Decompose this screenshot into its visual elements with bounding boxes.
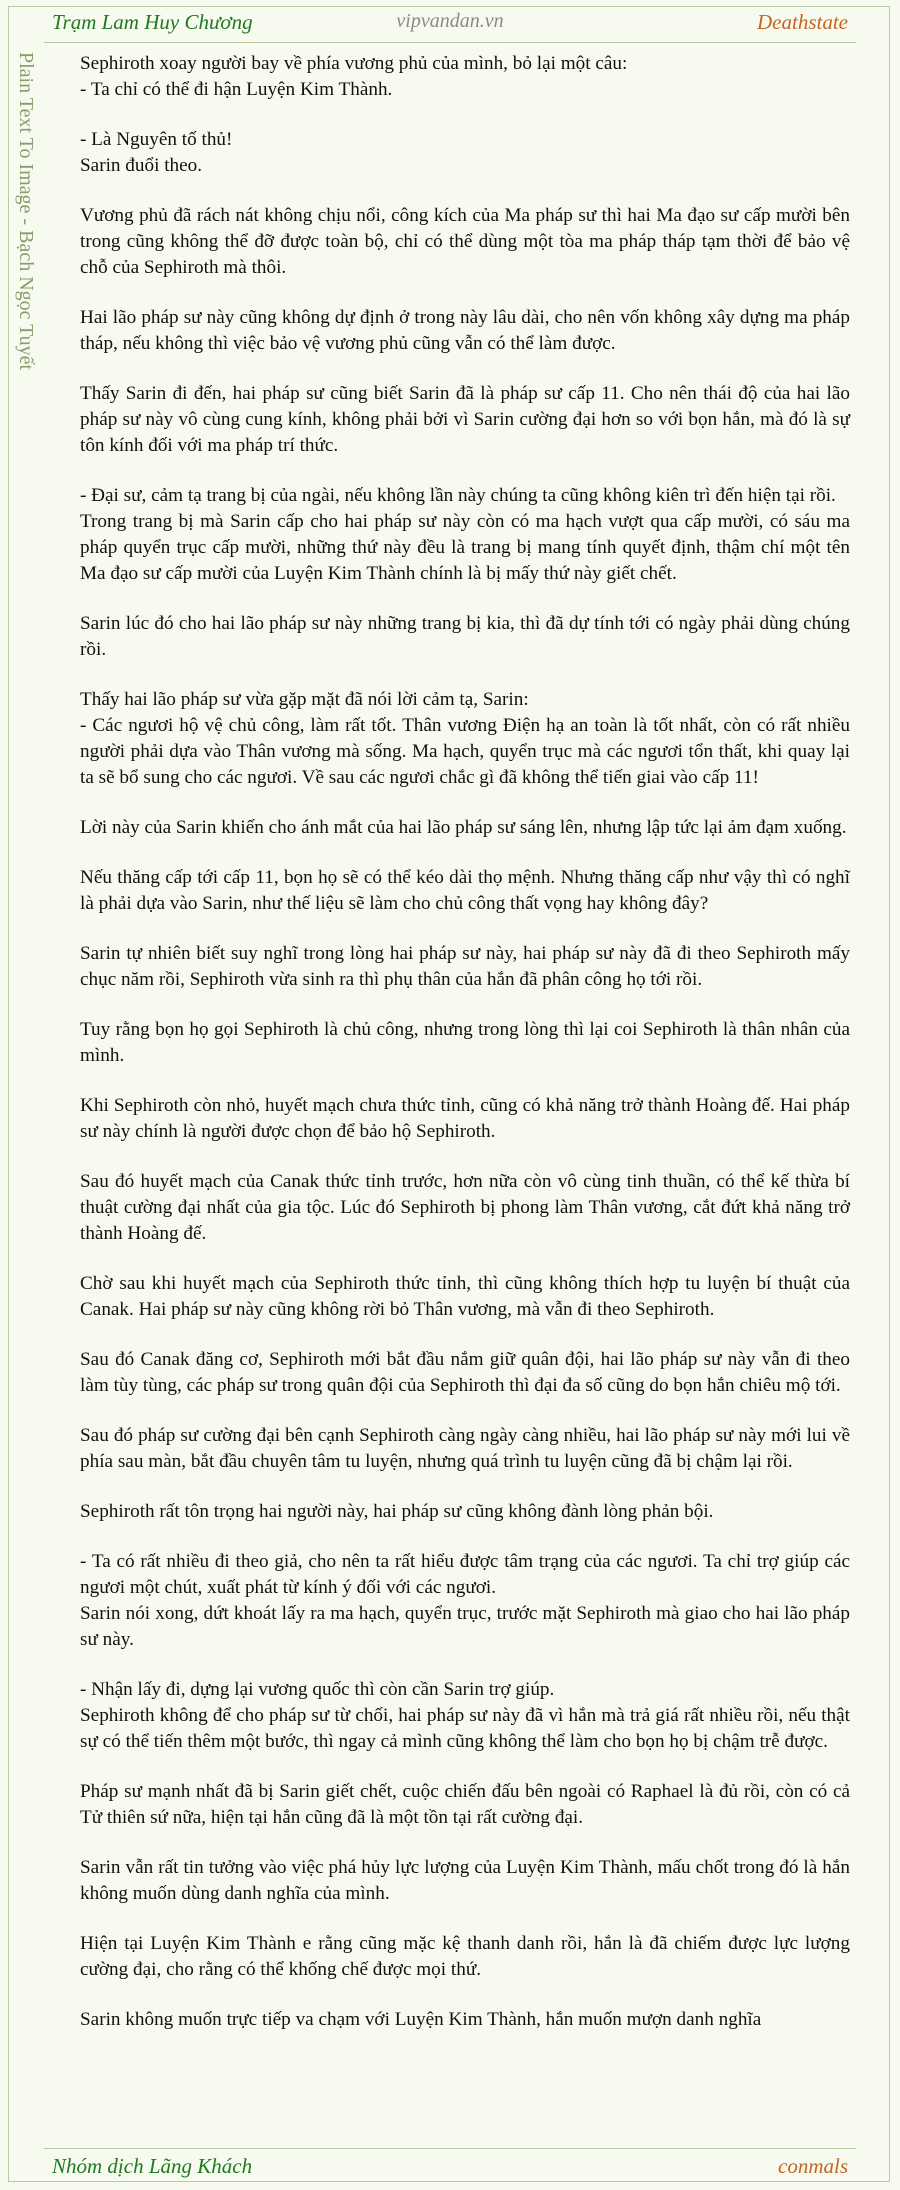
footer-translator-group: Nhóm dịch Lãng Khách [52, 2154, 253, 2178]
paragraph: Lời này của Sarin khiến cho ánh mắt của hai lão pháp sư sáng lên, nhưng lập tức lại ảm đạm xuống. [80, 817, 847, 838]
paragraph-gap [80, 1831, 850, 1855]
paragraph: Sau đó pháp sư cường đại bên cạnh Sephiroth càng ngày càng nhiều, hai lão pháp sư này mới lui về phía sau màn, bắt đầu chuyên tâm tu luyện, nhưng quá trình tu luyện cũng đã bị chậm lại rồi. [80, 1425, 850, 1472]
paragraph: Sephiroth rất tôn trọng hai người này, hai pháp sư cũng không đành lòng phản bội. [80, 1501, 714, 1522]
paragraph-gap [80, 917, 850, 941]
paragraph: Sarin vẫn rất tin tưởng vào việc phá hủy lực lượng của Luyện Kim Thành, mấu chốt trong đó là hắn không muốn dùng danh nghĩa của mình. [80, 1857, 850, 1904]
paragraph: Nếu thăng cấp tới cấp 11, bọn họ sẽ có thể kéo dài thọ mệnh. Nhưng thăng cấp như vậy thì có nghĩ là phải dựa vào Sarin, như thế liệu sẽ làm cho chủ công thất vọng hay không đây? [80, 867, 850, 914]
paragraph-gap [80, 1247, 850, 1271]
paragraph-gap [80, 179, 850, 203]
header-site-name: Trạm Lam Huy Chương [52, 10, 253, 34]
paragraph-gap [80, 1399, 850, 1423]
page-header [0, 0, 900, 42]
paragraph-gap [80, 1653, 850, 1677]
paragraph: Thấy Sarin đi đến, hai pháp sư cũng biết Sarin đã là pháp sư cấp 11. Cho nên thái độ của hai lão pháp sư này vô cùng cung kính, không phải bởi vì Sarin cường đại hơn so với bọn hắn, mà đó là sự tôn kính đối với ma pháp trí thức. [80, 383, 850, 456]
footer-uploader: conmals [778, 2154, 848, 2178]
paragraph: - Là Nguyên tố thủ! [80, 129, 233, 150]
chapter-text [80, 51, 850, 2033]
paragraph-gap [80, 1069, 850, 1093]
header-divider [44, 42, 856, 43]
paragraph-gap [80, 1525, 850, 1549]
paragraph-gap [80, 587, 850, 611]
paragraph-gap [80, 1755, 850, 1779]
paragraph-gap [80, 1907, 850, 1931]
paragraph: Sarin không muốn trực tiếp va chạm với Luyện Kim Thành, hắn muốn mượn danh nghĩa [80, 2009, 762, 2030]
paragraph-gap [80, 993, 850, 1017]
paragraph-gap [80, 1475, 850, 1499]
footer-divider [44, 2148, 856, 2149]
paragraph: Sephiroth không để cho pháp sư từ chối, hai pháp sư này đã vì hắn mà trả giá rất nhiều rồi, nếu thật sự có thể tiến thêm một bước, thì ngay cả mình cũng không thể làm cho bọn họ bị chậm trễ được. [80, 1705, 850, 1752]
paragraph: Sarin nói xong, dứt khoát lấy ra ma hạch, quyển trục, trước mặt Sephiroth mà giao cho hai lão pháp sư này. [80, 1603, 850, 1650]
paragraph: Chờ sau khi huyết mạch của Sephiroth thức tỉnh, thì cũng không thích hợp tu luyện bí thuật của Canak. Hai pháp sư này cũng không rời bỏ Thân vương, mà vẫn đi theo Sephiroth. [80, 1273, 850, 1320]
paragraph-gap [80, 1323, 850, 1347]
paragraph: Pháp sư mạnh nhất đã bị Sarin giết chết, cuộc chiến đấu bên ngoài có Raphael là đủ rồi, còn có cả Tử thiên sứ nữa, hiện tại hắn cũng đã là một tồn tại rất cường đại. [80, 1781, 850, 1828]
paragraph: - Các ngươi hộ vệ chủ công, làm rất tốt. Thân vương Điện hạ an toàn là tốt nhất, còn có rất nhiều người phải dựa vào Thân vương mà sống. Ma hạch, quyển trục mà các ngươi tổn thất, khi quay lại ta sẽ bổ sung cho các ngươi. Về sau các ngươi chắc gì đã không thể tiến giai vào cấp 11! [80, 715, 850, 788]
paragraph-gap [80, 1983, 850, 2007]
paragraph: - Đại sư, cảm tạ trang bị của ngài, nếu không lần này chúng ta cũng không kiên trì đến hiện tại rồi. [80, 485, 836, 506]
paragraph: Vương phủ đã rách nát không chịu nổi, công kích của Ma pháp sư thì hai Ma đạo sư cấp mười bên trong cũng không thể đỡ được toàn bộ, chỉ có thể dùng một tòa ma pháp tháp tạm thời để bảo vệ chỗ của Sephiroth mà thôi. [80, 205, 850, 278]
paragraph: Hai lão pháp sư này cũng không dự định ở trong này lâu dài, cho nên vốn không xây dựng ma pháp tháp, nếu không thì việc bảo vệ vương phủ cũng vẫn có thể làm được. [80, 307, 850, 354]
paragraph-gap [80, 841, 850, 865]
paragraph: - Ta có rất nhiều đi theo giả, cho nên ta rất hiểu được tâm trạng của các ngươi. Ta chỉ trợ giúp các ngươi một chút, xuất phát từ kính ý đối với các ngươi. [80, 1551, 850, 1598]
paragraph-gap [80, 103, 850, 127]
paragraph: Tuy rằng bọn họ gọi Sephiroth là chủ công, nhưng trong lòng thì lại coi Sephiroth là thân nhân của mình. [80, 1019, 850, 1066]
paragraph: - Ta chỉ có thể đi hận Luyện Kim Thành. [80, 79, 393, 100]
paragraph-gap [80, 663, 850, 687]
paragraph: Sau đó Canak đăng cơ, Sephiroth mới bắt đầu nắm giữ quân đội, hai lão pháp sư này vẫn đi theo làm tùy tùng, các pháp sư trong quân đội của Sephiroth thì đại đa số cũng do bọn hắn chiêu mộ tới. [80, 1349, 850, 1396]
paragraph: Sau đó huyết mạch của Canak thức tỉnh trước, hơn nữa còn vô cùng tinh thuần, có thể kế thừa bí thuật cường đại nhất của gia tộc. Lúc đó Sephiroth bị phong làm Thân vương, cắt đứt khả năng trở thành Hoàng đế. [80, 1171, 850, 1244]
header-url: vipvandan.vn [396, 10, 504, 32]
paragraph: Sarin tự nhiên biết suy nghĩ trong lòng hai pháp sư này, hai pháp sư này đã đi theo Sephiroth mấy chục năm rồi, Sephiroth vừa sinh ra thì phụ thân của hắn đã phân công họ tới rồi. [80, 943, 850, 990]
paragraph: - Nhận lấy đi, dựng lại vương quốc thì còn cần Sarin trợ giúp. [80, 1679, 555, 1700]
paragraph: Hiện tại Luyện Kim Thành e rằng cũng mặc kệ thanh danh rồi, hắn là đã chiếm được lực lượng cường đại, cho rằng có thể khống chế được mọi thứ. [80, 1933, 850, 1980]
paragraph-gap [80, 357, 850, 381]
paragraph: Sephiroth xoay người bay về phía vương phủ của mình, bỏ lại một câu: [80, 53, 628, 74]
side-watermark-label: Plain Text To Image - Bạch Ngọc Tuyết [15, 52, 37, 371]
paragraph: Trong trang bị mà Sarin cấp cho hai pháp sư này còn có ma hạch vượt qua cấp mười, có sáu ma pháp quyển trục cấp mười, những thứ này đều là trang bị mang tính quyết định, thậm chí một tên Ma đạo sư cấp mười của Luyện Kim Thành chính là bị mấy thứ này giết chết. [80, 511, 850, 584]
paragraph-gap [80, 459, 850, 483]
paragraph-gap [80, 281, 850, 305]
paragraph: Thấy hai lão pháp sư vừa gặp mặt đã nói lời cảm tạ, Sarin: [80, 689, 529, 710]
paragraph-gap [80, 791, 850, 815]
paragraph: Khi Sephiroth còn nhỏ, huyết mạch chưa thức tỉnh, cũng có khả năng trở thành Hoàng đế. Hai pháp sư này chính là người được chọn để bảo hộ Sephiroth. [80, 1095, 850, 1142]
paragraph: Sarin đuổi theo. [80, 155, 203, 176]
paragraph: Sarin lúc đó cho hai lão pháp sư này những trang bị kia, thì đã dự tính tới có ngày phải dùng chúng rồi. [80, 613, 850, 660]
paragraph-gap [80, 1145, 850, 1169]
header-book-title: Deathstate [757, 10, 848, 34]
